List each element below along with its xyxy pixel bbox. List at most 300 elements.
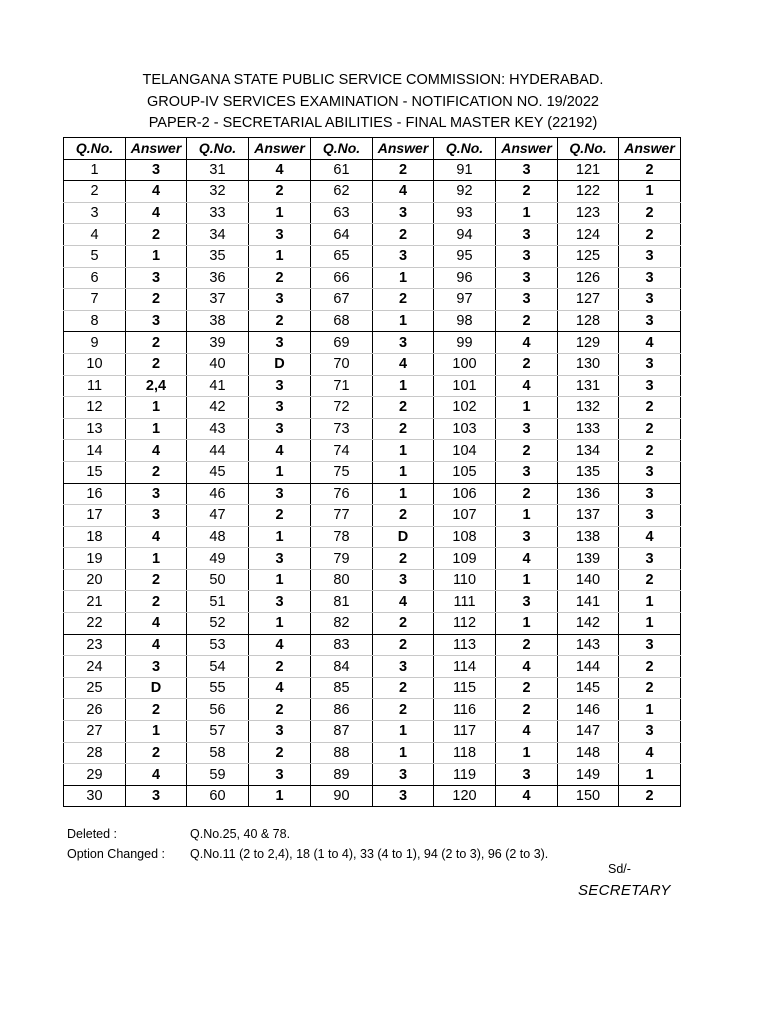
answer-cell: 1 bbox=[373, 310, 434, 332]
table-row bbox=[64, 245, 681, 267]
answer-cell: 4 bbox=[373, 181, 434, 203]
question-number-cell: 77 bbox=[311, 505, 373, 527]
document-header bbox=[0, 70, 746, 135]
answer-cell: 3 bbox=[496, 764, 558, 786]
question-number-cell: 128 bbox=[558, 310, 619, 332]
question-number-cell: 74 bbox=[311, 440, 373, 462]
answer-cell: 4 bbox=[249, 677, 311, 699]
table-row bbox=[64, 483, 681, 505]
answer-cell: 2 bbox=[126, 353, 187, 375]
answer-cell: 2 bbox=[373, 505, 434, 527]
answer-cell: 1 bbox=[619, 181, 681, 203]
answer-cell: 2 bbox=[373, 224, 434, 246]
question-number-cell: 114 bbox=[434, 656, 496, 678]
answer-cell: 2 bbox=[249, 656, 311, 678]
question-number-cell: 51 bbox=[187, 591, 249, 613]
question-number-cell: 119 bbox=[434, 764, 496, 786]
question-number-cell: 134 bbox=[558, 440, 619, 462]
question-number-cell: 26 bbox=[64, 699, 126, 721]
answer-cell: 4 bbox=[126, 764, 187, 786]
answer-cell: 2 bbox=[496, 699, 558, 721]
answer-cell: 4 bbox=[126, 613, 187, 635]
question-number-cell: 82 bbox=[311, 613, 373, 635]
answer-cell: 3 bbox=[249, 418, 311, 440]
table-row bbox=[64, 159, 681, 181]
question-number-cell: 145 bbox=[558, 677, 619, 699]
column-header-answer: Answer bbox=[496, 138, 558, 160]
answer-cell: 4 bbox=[249, 440, 311, 462]
question-number-cell: 68 bbox=[311, 310, 373, 332]
table-row bbox=[64, 764, 681, 786]
answer-cell: 1 bbox=[373, 267, 434, 289]
answer-cell: 2 bbox=[619, 569, 681, 591]
answer-cell: 2 bbox=[619, 418, 681, 440]
question-number-cell: 123 bbox=[558, 202, 619, 224]
answer-cell: 3 bbox=[249, 289, 311, 311]
answer-key-body bbox=[64, 159, 681, 807]
question-number-cell: 112 bbox=[434, 613, 496, 635]
answer-cell: 1 bbox=[373, 461, 434, 483]
question-number-cell: 5 bbox=[64, 245, 126, 267]
question-number-cell: 76 bbox=[311, 483, 373, 505]
question-number-cell: 109 bbox=[434, 548, 496, 570]
column-header-answer: Answer bbox=[619, 138, 681, 160]
answer-cell: 2 bbox=[619, 440, 681, 462]
answer-cell: 1 bbox=[249, 245, 311, 267]
question-number-cell: 19 bbox=[64, 548, 126, 570]
question-number-cell: 130 bbox=[558, 353, 619, 375]
table-row bbox=[64, 202, 681, 224]
question-number-cell: 106 bbox=[434, 483, 496, 505]
table-row bbox=[64, 289, 681, 311]
answer-cell: 3 bbox=[249, 764, 311, 786]
question-number-cell: 31 bbox=[187, 159, 249, 181]
answer-cell: 3 bbox=[126, 310, 187, 332]
column-header-answer: Answer bbox=[249, 138, 311, 160]
question-number-cell: 65 bbox=[311, 245, 373, 267]
answer-cell: 1 bbox=[496, 613, 558, 635]
answer-cell: 2 bbox=[126, 461, 187, 483]
question-number-cell: 42 bbox=[187, 397, 249, 419]
question-number-cell: 133 bbox=[558, 418, 619, 440]
question-number-cell: 13 bbox=[64, 418, 126, 440]
answer-cell: 2 bbox=[496, 677, 558, 699]
table-row bbox=[64, 721, 681, 743]
answer-cell: 2 bbox=[249, 310, 311, 332]
question-number-cell: 18 bbox=[64, 526, 126, 548]
answer-cell: 3 bbox=[249, 397, 311, 419]
question-number-cell: 96 bbox=[434, 267, 496, 289]
question-number-cell: 48 bbox=[187, 526, 249, 548]
column-header-answer: Answer bbox=[373, 138, 434, 160]
answer-cell: 3 bbox=[249, 721, 311, 743]
question-number-cell: 89 bbox=[311, 764, 373, 786]
question-number-cell: 39 bbox=[187, 332, 249, 354]
answer-cell: 2 bbox=[496, 310, 558, 332]
answer-cell: 1 bbox=[249, 202, 311, 224]
answer-cell: 3 bbox=[496, 591, 558, 613]
question-number-cell: 135 bbox=[558, 461, 619, 483]
question-number-cell: 107 bbox=[434, 505, 496, 527]
answer-cell: 3 bbox=[496, 461, 558, 483]
answer-cell: 4 bbox=[496, 785, 558, 807]
answer-cell: 1 bbox=[496, 397, 558, 419]
answer-cell: 3 bbox=[373, 245, 434, 267]
question-number-cell: 22 bbox=[64, 613, 126, 635]
question-number-cell: 97 bbox=[434, 289, 496, 311]
question-number-cell: 8 bbox=[64, 310, 126, 332]
answer-cell: 3 bbox=[249, 224, 311, 246]
column-header-answer: Answer bbox=[126, 138, 187, 160]
answer-cell: 1 bbox=[126, 418, 187, 440]
answer-cell: 2 bbox=[126, 224, 187, 246]
question-number-cell: 14 bbox=[64, 440, 126, 462]
answer-cell: 3 bbox=[496, 418, 558, 440]
question-number-cell: 40 bbox=[187, 353, 249, 375]
answer-cell: 4 bbox=[373, 591, 434, 613]
table-row bbox=[64, 548, 681, 570]
question-number-cell: 139 bbox=[558, 548, 619, 570]
table-row bbox=[64, 505, 681, 527]
question-number-cell: 79 bbox=[311, 548, 373, 570]
question-number-cell: 58 bbox=[187, 742, 249, 764]
table-row bbox=[64, 526, 681, 548]
answer-cell: 1 bbox=[619, 613, 681, 635]
answer-cell: 2 bbox=[126, 332, 187, 354]
question-number-cell: 20 bbox=[64, 569, 126, 591]
answer-cell: 3 bbox=[126, 267, 187, 289]
answer-cell: 2 bbox=[619, 677, 681, 699]
answer-cell: 3 bbox=[249, 332, 311, 354]
answer-cell: D bbox=[373, 526, 434, 548]
answer-cell: 2 bbox=[126, 289, 187, 311]
question-number-cell: 87 bbox=[311, 721, 373, 743]
question-number-cell: 113 bbox=[434, 634, 496, 656]
question-number-cell: 127 bbox=[558, 289, 619, 311]
answer-cell: 3 bbox=[126, 785, 187, 807]
answer-cell: 4 bbox=[249, 634, 311, 656]
question-number-cell: 61 bbox=[311, 159, 373, 181]
answer-cell: 1 bbox=[126, 397, 187, 419]
answer-cell: 1 bbox=[373, 440, 434, 462]
question-number-cell: 1 bbox=[64, 159, 126, 181]
question-number-cell: 63 bbox=[311, 202, 373, 224]
question-number-cell: 149 bbox=[558, 764, 619, 786]
answer-cell: 3 bbox=[249, 483, 311, 505]
table-row bbox=[64, 310, 681, 332]
answer-cell: 2 bbox=[249, 699, 311, 721]
answer-cell: 1 bbox=[249, 569, 311, 591]
question-number-cell: 21 bbox=[64, 591, 126, 613]
question-number-cell: 30 bbox=[64, 785, 126, 807]
table-row bbox=[64, 461, 681, 483]
table-row bbox=[64, 267, 681, 289]
option-changed-label: Option Changed : bbox=[67, 847, 165, 861]
header-title-line-1: TELANGANA STATE PUBLIC SERVICE COMMISSION: HYDERABAD. bbox=[142, 72, 604, 88]
answer-cell: 3 bbox=[496, 159, 558, 181]
question-number-cell: 110 bbox=[434, 569, 496, 591]
answer-cell: 1 bbox=[249, 461, 311, 483]
question-number-cell: 80 bbox=[311, 569, 373, 591]
answer-cell: 4 bbox=[373, 353, 434, 375]
answer-cell: 4 bbox=[619, 742, 681, 764]
answer-cell: 1 bbox=[496, 742, 558, 764]
answer-cell: 3 bbox=[249, 548, 311, 570]
question-number-cell: 32 bbox=[187, 181, 249, 203]
answer-cell: 2 bbox=[619, 785, 681, 807]
answer-cell: 3 bbox=[619, 461, 681, 483]
answer-cell: 4 bbox=[126, 440, 187, 462]
question-number-cell: 44 bbox=[187, 440, 249, 462]
column-header-qno: Q.No. bbox=[558, 138, 619, 160]
question-number-cell: 137 bbox=[558, 505, 619, 527]
answer-cell: 4 bbox=[126, 181, 187, 203]
question-number-cell: 62 bbox=[311, 181, 373, 203]
answer-cell: 3 bbox=[619, 375, 681, 397]
answer-cell: 3 bbox=[126, 483, 187, 505]
table-row bbox=[64, 353, 681, 375]
table-row bbox=[64, 569, 681, 591]
question-number-cell: 141 bbox=[558, 591, 619, 613]
question-number-cell: 108 bbox=[434, 526, 496, 548]
question-number-cell: 16 bbox=[64, 483, 126, 505]
answer-cell: 2 bbox=[373, 613, 434, 635]
question-number-cell: 84 bbox=[311, 656, 373, 678]
answer-cell: 3 bbox=[496, 526, 558, 548]
question-number-cell: 2 bbox=[64, 181, 126, 203]
question-number-cell: 66 bbox=[311, 267, 373, 289]
answer-cell: 2 bbox=[126, 569, 187, 591]
answer-cell: 3 bbox=[496, 245, 558, 267]
question-number-cell: 36 bbox=[187, 267, 249, 289]
answer-cell: 1 bbox=[126, 245, 187, 267]
question-number-cell: 105 bbox=[434, 461, 496, 483]
question-number-cell: 81 bbox=[311, 591, 373, 613]
question-number-cell: 50 bbox=[187, 569, 249, 591]
table-row bbox=[64, 677, 681, 699]
table-row bbox=[64, 181, 681, 203]
column-header-qno: Q.No. bbox=[64, 138, 126, 160]
answer-cell: 2 bbox=[373, 677, 434, 699]
answer-cell: 2 bbox=[373, 548, 434, 570]
answer-cell: 2 bbox=[496, 483, 558, 505]
question-number-cell: 25 bbox=[64, 677, 126, 699]
question-number-cell: 37 bbox=[187, 289, 249, 311]
table-row bbox=[64, 634, 681, 656]
answer-cell: 2 bbox=[126, 699, 187, 721]
table-row bbox=[64, 785, 681, 807]
question-number-cell: 59 bbox=[187, 764, 249, 786]
question-number-cell: 136 bbox=[558, 483, 619, 505]
answer-cell: 3 bbox=[619, 634, 681, 656]
answer-cell: 2 bbox=[619, 397, 681, 419]
table-row bbox=[64, 613, 681, 635]
column-header-qno: Q.No. bbox=[434, 138, 496, 160]
question-number-cell: 54 bbox=[187, 656, 249, 678]
question-number-cell: 17 bbox=[64, 505, 126, 527]
question-number-cell: 142 bbox=[558, 613, 619, 635]
question-number-cell: 103 bbox=[434, 418, 496, 440]
answer-cell: 3 bbox=[619, 267, 681, 289]
question-number-cell: 147 bbox=[558, 721, 619, 743]
answer-cell: 3 bbox=[373, 332, 434, 354]
question-number-cell: 85 bbox=[311, 677, 373, 699]
question-number-cell: 60 bbox=[187, 785, 249, 807]
question-number-cell: 138 bbox=[558, 526, 619, 548]
question-number-cell: 70 bbox=[311, 353, 373, 375]
answer-cell: 3 bbox=[619, 289, 681, 311]
answer-cell: 3 bbox=[496, 267, 558, 289]
question-number-cell: 9 bbox=[64, 332, 126, 354]
answer-cell: 3 bbox=[373, 656, 434, 678]
answer-cell: 1 bbox=[249, 613, 311, 635]
answer-cell: 2 bbox=[373, 397, 434, 419]
answer-cell: 1 bbox=[373, 721, 434, 743]
question-number-cell: 67 bbox=[311, 289, 373, 311]
answer-cell: 4 bbox=[496, 332, 558, 354]
answer-cell: 4 bbox=[496, 548, 558, 570]
answer-cell: 1 bbox=[249, 785, 311, 807]
question-number-cell: 71 bbox=[311, 375, 373, 397]
answer-cell: 2 bbox=[249, 505, 311, 527]
question-number-cell: 124 bbox=[558, 224, 619, 246]
question-number-cell: 143 bbox=[558, 634, 619, 656]
answer-cell: 2,4 bbox=[126, 375, 187, 397]
answer-cell: 2 bbox=[373, 634, 434, 656]
answer-cell: 1 bbox=[373, 375, 434, 397]
answer-cell: 2 bbox=[496, 181, 558, 203]
header-title-line-2: GROUP-IV SERVICES EXAMINATION - NOTIFICATION NO. 19/2022 bbox=[146, 93, 599, 110]
answer-cell: 2 bbox=[496, 634, 558, 656]
question-number-cell: 3 bbox=[64, 202, 126, 224]
signature-mark: Sd/- bbox=[608, 862, 631, 876]
question-number-cell: 43 bbox=[187, 418, 249, 440]
question-number-cell: 94 bbox=[434, 224, 496, 246]
table-row bbox=[64, 332, 681, 354]
answer-cell: 2 bbox=[373, 289, 434, 311]
question-number-cell: 99 bbox=[434, 332, 496, 354]
answer-cell: 2 bbox=[496, 440, 558, 462]
question-number-cell: 52 bbox=[187, 613, 249, 635]
question-number-cell: 93 bbox=[434, 202, 496, 224]
question-number-cell: 100 bbox=[434, 353, 496, 375]
answer-cell: 2 bbox=[126, 591, 187, 613]
question-number-cell: 118 bbox=[434, 742, 496, 764]
column-header-qno: Q.No. bbox=[311, 138, 373, 160]
answer-key-table bbox=[63, 137, 681, 807]
answer-cell: 3 bbox=[619, 548, 681, 570]
question-number-cell: 28 bbox=[64, 742, 126, 764]
answer-cell: D bbox=[126, 677, 187, 699]
option-changed-value: Q.No.11 (2 to 2,4), 18 (1 to 4), 33 (4 to 1), 94 (2 to 3), 96 (2 to 3). bbox=[190, 847, 549, 861]
table-row bbox=[64, 656, 681, 678]
question-number-cell: 12 bbox=[64, 397, 126, 419]
question-number-cell: 41 bbox=[187, 375, 249, 397]
question-number-cell: 91 bbox=[434, 159, 496, 181]
answer-cell: 1 bbox=[619, 699, 681, 721]
answer-cell: 1 bbox=[496, 202, 558, 224]
question-number-cell: 95 bbox=[434, 245, 496, 267]
table-header-row bbox=[64, 138, 681, 160]
question-number-cell: 140 bbox=[558, 569, 619, 591]
question-number-cell: 125 bbox=[558, 245, 619, 267]
question-number-cell: 144 bbox=[558, 656, 619, 678]
question-number-cell: 29 bbox=[64, 764, 126, 786]
question-number-cell: 69 bbox=[311, 332, 373, 354]
question-number-cell: 34 bbox=[187, 224, 249, 246]
answer-cell: 3 bbox=[619, 353, 681, 375]
table-row bbox=[64, 440, 681, 462]
question-number-cell: 86 bbox=[311, 699, 373, 721]
answer-cell: 3 bbox=[496, 289, 558, 311]
answer-cell: 1 bbox=[496, 505, 558, 527]
table-row bbox=[64, 418, 681, 440]
table-row bbox=[64, 224, 681, 246]
question-number-cell: 126 bbox=[558, 267, 619, 289]
column-header-qno: Q.No. bbox=[187, 138, 249, 160]
answer-cell: 2 bbox=[249, 742, 311, 764]
answer-cell: 4 bbox=[126, 202, 187, 224]
table-row bbox=[64, 375, 681, 397]
table-row bbox=[64, 742, 681, 764]
answer-cell: 1 bbox=[126, 721, 187, 743]
header-title-line-3: PAPER-2 - SECRETARIAL ABILITIES - FINAL MASTER KEY (22192) bbox=[148, 115, 598, 131]
answer-cell: 2 bbox=[619, 224, 681, 246]
question-number-cell: 11 bbox=[64, 375, 126, 397]
answer-cell: 3 bbox=[619, 245, 681, 267]
question-number-cell: 101 bbox=[434, 375, 496, 397]
question-number-cell: 33 bbox=[187, 202, 249, 224]
table-row bbox=[64, 591, 681, 613]
question-number-cell: 146 bbox=[558, 699, 619, 721]
answer-cell: 3 bbox=[373, 764, 434, 786]
signatory-title: SECRETARY bbox=[578, 882, 671, 899]
answer-cell: 2 bbox=[619, 656, 681, 678]
answer-cell: 2 bbox=[373, 418, 434, 440]
answer-cell: 2 bbox=[126, 742, 187, 764]
question-number-cell: 7 bbox=[64, 289, 126, 311]
question-number-cell: 150 bbox=[558, 785, 619, 807]
question-number-cell: 27 bbox=[64, 721, 126, 743]
answer-cell: 1 bbox=[373, 483, 434, 505]
question-number-cell: 6 bbox=[64, 267, 126, 289]
notes-section bbox=[67, 824, 548, 864]
answer-cell: 4 bbox=[126, 634, 187, 656]
question-number-cell: 83 bbox=[311, 634, 373, 656]
table-row bbox=[64, 699, 681, 721]
question-number-cell: 75 bbox=[311, 461, 373, 483]
question-number-cell: 57 bbox=[187, 721, 249, 743]
question-number-cell: 88 bbox=[311, 742, 373, 764]
answer-cell: 3 bbox=[126, 159, 187, 181]
question-number-cell: 121 bbox=[558, 159, 619, 181]
question-number-cell: 47 bbox=[187, 505, 249, 527]
question-number-cell: 64 bbox=[311, 224, 373, 246]
question-number-cell: 117 bbox=[434, 721, 496, 743]
answer-cell: 4 bbox=[249, 159, 311, 181]
answer-cell: 2 bbox=[249, 267, 311, 289]
answer-cell: 3 bbox=[373, 785, 434, 807]
question-number-cell: 132 bbox=[558, 397, 619, 419]
question-number-cell: 90 bbox=[311, 785, 373, 807]
answer-cell: 2 bbox=[373, 159, 434, 181]
answer-cell: 4 bbox=[496, 656, 558, 678]
answer-cell: 3 bbox=[249, 375, 311, 397]
answer-cell: 4 bbox=[496, 375, 558, 397]
question-number-cell: 122 bbox=[558, 181, 619, 203]
answer-cell: 1 bbox=[619, 591, 681, 613]
question-number-cell: 46 bbox=[187, 483, 249, 505]
